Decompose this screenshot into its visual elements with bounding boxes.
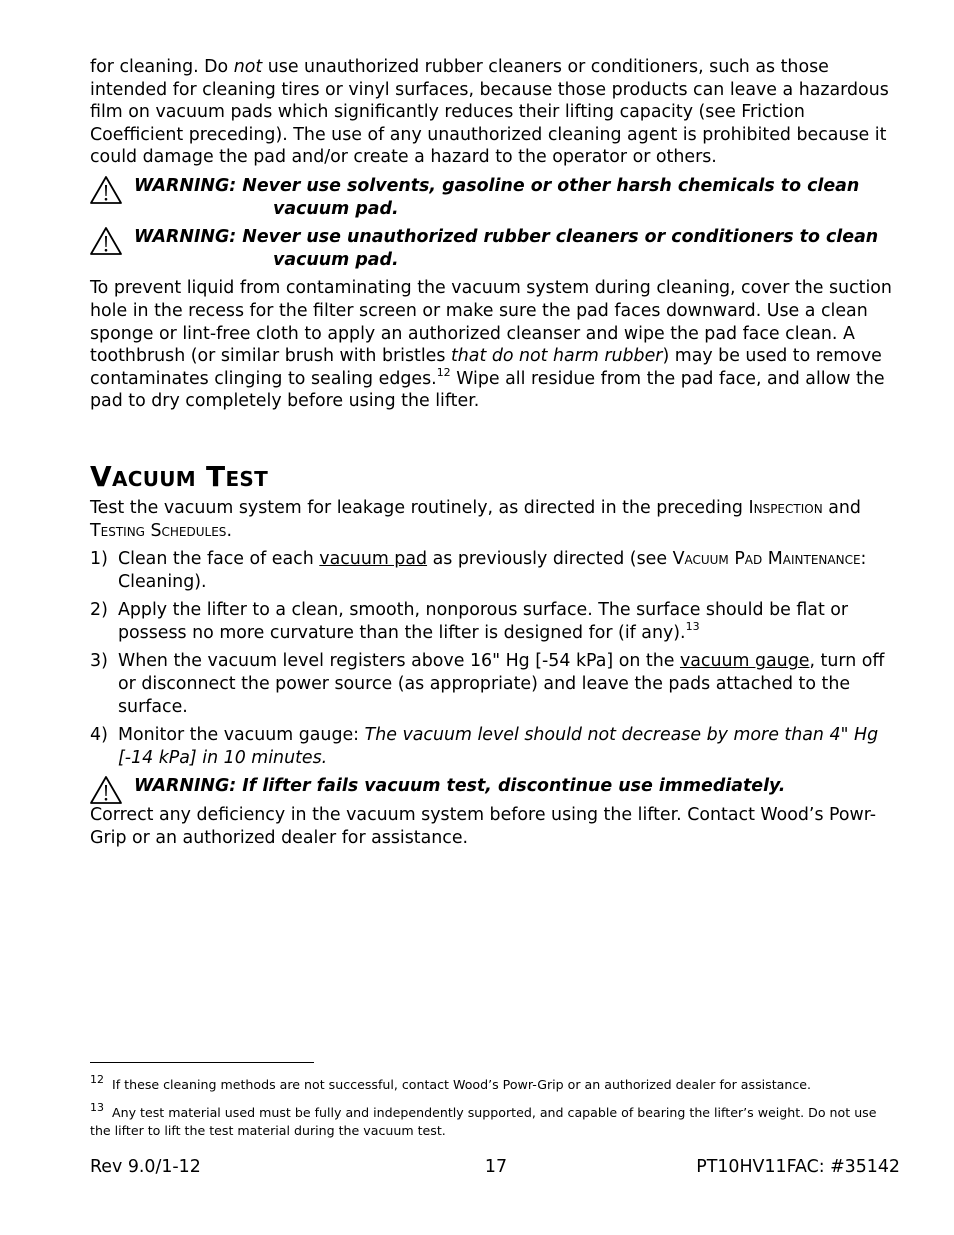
step-1-text-c: : Cleaning). <box>118 549 867 592</box>
prevent-text-c: Wipe all residue from the pad face, and allow the pad to dry completely before using the lifter. <box>90 368 885 412</box>
page-body <box>90 56 898 849</box>
footnote-number: 12 <box>90 1073 104 1086</box>
footnote-12 <box>90 1073 898 1094</box>
testing-schedules-ref: Testing Schedules <box>90 520 227 541</box>
step-4-text: Monitor the vacuum gauge: <box>118 725 365 746</box>
warning-triangle-icon <box>89 226 123 256</box>
step-number: 4) <box>90 725 108 746</box>
footnote-ref-12[interactable]: 12 <box>436 365 451 379</box>
warning-solvents-line2: vacuum pad. <box>273 198 399 219</box>
footnote-text: If these cleaning methods are not successful, contact Wood’s Powr-Grip or an authorized dealer for assistance. <box>112 1077 812 1092</box>
prevent-paragraph <box>90 277 898 413</box>
closing-paragraph: Correct any deficiency in the vacuum system before using the lifter. Contact Wood’s Powr-Grip or an authorized dealer for assistance. <box>90 805 877 848</box>
step-2-text: Apply the lifter to a clean, smooth, nonporous surface. The surface should be flat or possess no more curvature than the lifter is designed for (if any). <box>118 600 849 643</box>
footnote-ref-13[interactable]: 13 <box>685 619 700 633</box>
step-number: 1) <box>90 549 108 570</box>
warning-triangle-icon <box>89 775 123 805</box>
intro-text-a: for cleaning. Do <box>90 57 234 77</box>
step-1-text-a: Clean the face of each <box>118 549 320 570</box>
warning-rubber-line2: vacuum pad. <box>273 249 399 270</box>
step-4-emphasis: The vacuum level should not decrease by more than 4" Hg [-14 kPa] in 10 minutes. <box>118 725 879 768</box>
intro-text-b: use unauthorized rubber cleaners or conditioners, such as those intended for cleaning tires or vinyl surfaces, because those products can leave a hazardous film on vacuum pads which significantly reduces their lifting capacity (see Friction Coefficient preceding). The use of any unauthorized cleaning agent is prohibited because it could damage the pad and/or create a hazard to the operator or others. <box>90 57 889 168</box>
test-intro-c: . <box>226 520 232 541</box>
warning-solvents-line1: WARNING: Never use solvents, gasoline or other harsh chemicals to clean <box>134 175 860 196</box>
step-number: 3) <box>90 651 108 672</box>
prevent-emphasis: that do not harm rubber <box>450 346 663 367</box>
test-intro <box>90 497 898 542</box>
footnote-separator <box>90 1062 314 1063</box>
intro-emphasis: not <box>233 57 263 77</box>
footnote-number: 13 <box>90 1101 104 1114</box>
warning-vacuum-test-text: WARNING: If lifter fails vacuum test, discontinue use immediately. <box>134 776 786 797</box>
section-heading: Vacuum Test <box>90 459 269 493</box>
prevent-text-a: To prevent liquid from contaminating the vacuum system during cleaning, cover the suction hole in the recess for the filter screen or make sure the pad faces downward. Use a clean sponge or lint-free cloth to apply an authorized cleanser and wipe the pad face clean. A toothbrush (or similar brush with bristles <box>90 278 892 367</box>
step-2 <box>90 599 898 644</box>
vacuum-pad-maintenance-ref: Vacuum Pad Maintenance <box>672 549 861 570</box>
test-intro-a: Test the vacuum system for leakage routinely, as directed in the preceding <box>90 497 749 518</box>
test-intro-b: and <box>822 497 861 518</box>
step-number: 2) <box>90 600 108 621</box>
step-4 <box>90 724 898 769</box>
step-3-text-a: When the vacuum level registers above 16" Hg [-54 kPa] on the <box>118 651 680 672</box>
step-1 <box>90 548 898 593</box>
prevent-text-b: ) may be used to remove contaminates clinging to sealing edges. <box>90 346 882 389</box>
step-3 <box>90 650 898 718</box>
step-3-text-b: , turn off or disconnect the power source (as appropriate) and leave the pads attached to the surface. <box>118 651 885 717</box>
page-number: 17 <box>484 1157 508 1177</box>
warning-rubber-line1: WARNING: Never use unauthorized rubber cleaners or conditioners to clean <box>134 227 879 248</box>
vacuum-gauge-link[interactable]: vacuum gauge <box>679 651 810 672</box>
document-id: PT10HV11FAC: #35142 <box>696 1157 900 1177</box>
revision-label: Rev 9.0/1-12 <box>90 1157 201 1177</box>
page-footer <box>90 1156 898 1178</box>
footnote-text: Any test material used must be fully and independently supported, and capable of bearing the lifter’s weight. Do not use the lifter to lift the test material during the vacuum test. <box>90 1105 877 1138</box>
vacuum-pad-link[interactable]: vacuum pad <box>319 549 428 570</box>
warning-triangle-icon <box>89 175 123 205</box>
footnote-13 <box>90 1101 898 1140</box>
warning-rubber-cleaners <box>90 226 898 271</box>
warning-solvents <box>90 175 898 220</box>
intro-paragraph <box>90 56 898 169</box>
step-1-text-b: as previously directed (see <box>427 549 673 570</box>
test-steps <box>90 548 898 769</box>
warning-vacuum-test <box>90 775 898 798</box>
inspection-ref: Inspection <box>748 497 823 518</box>
